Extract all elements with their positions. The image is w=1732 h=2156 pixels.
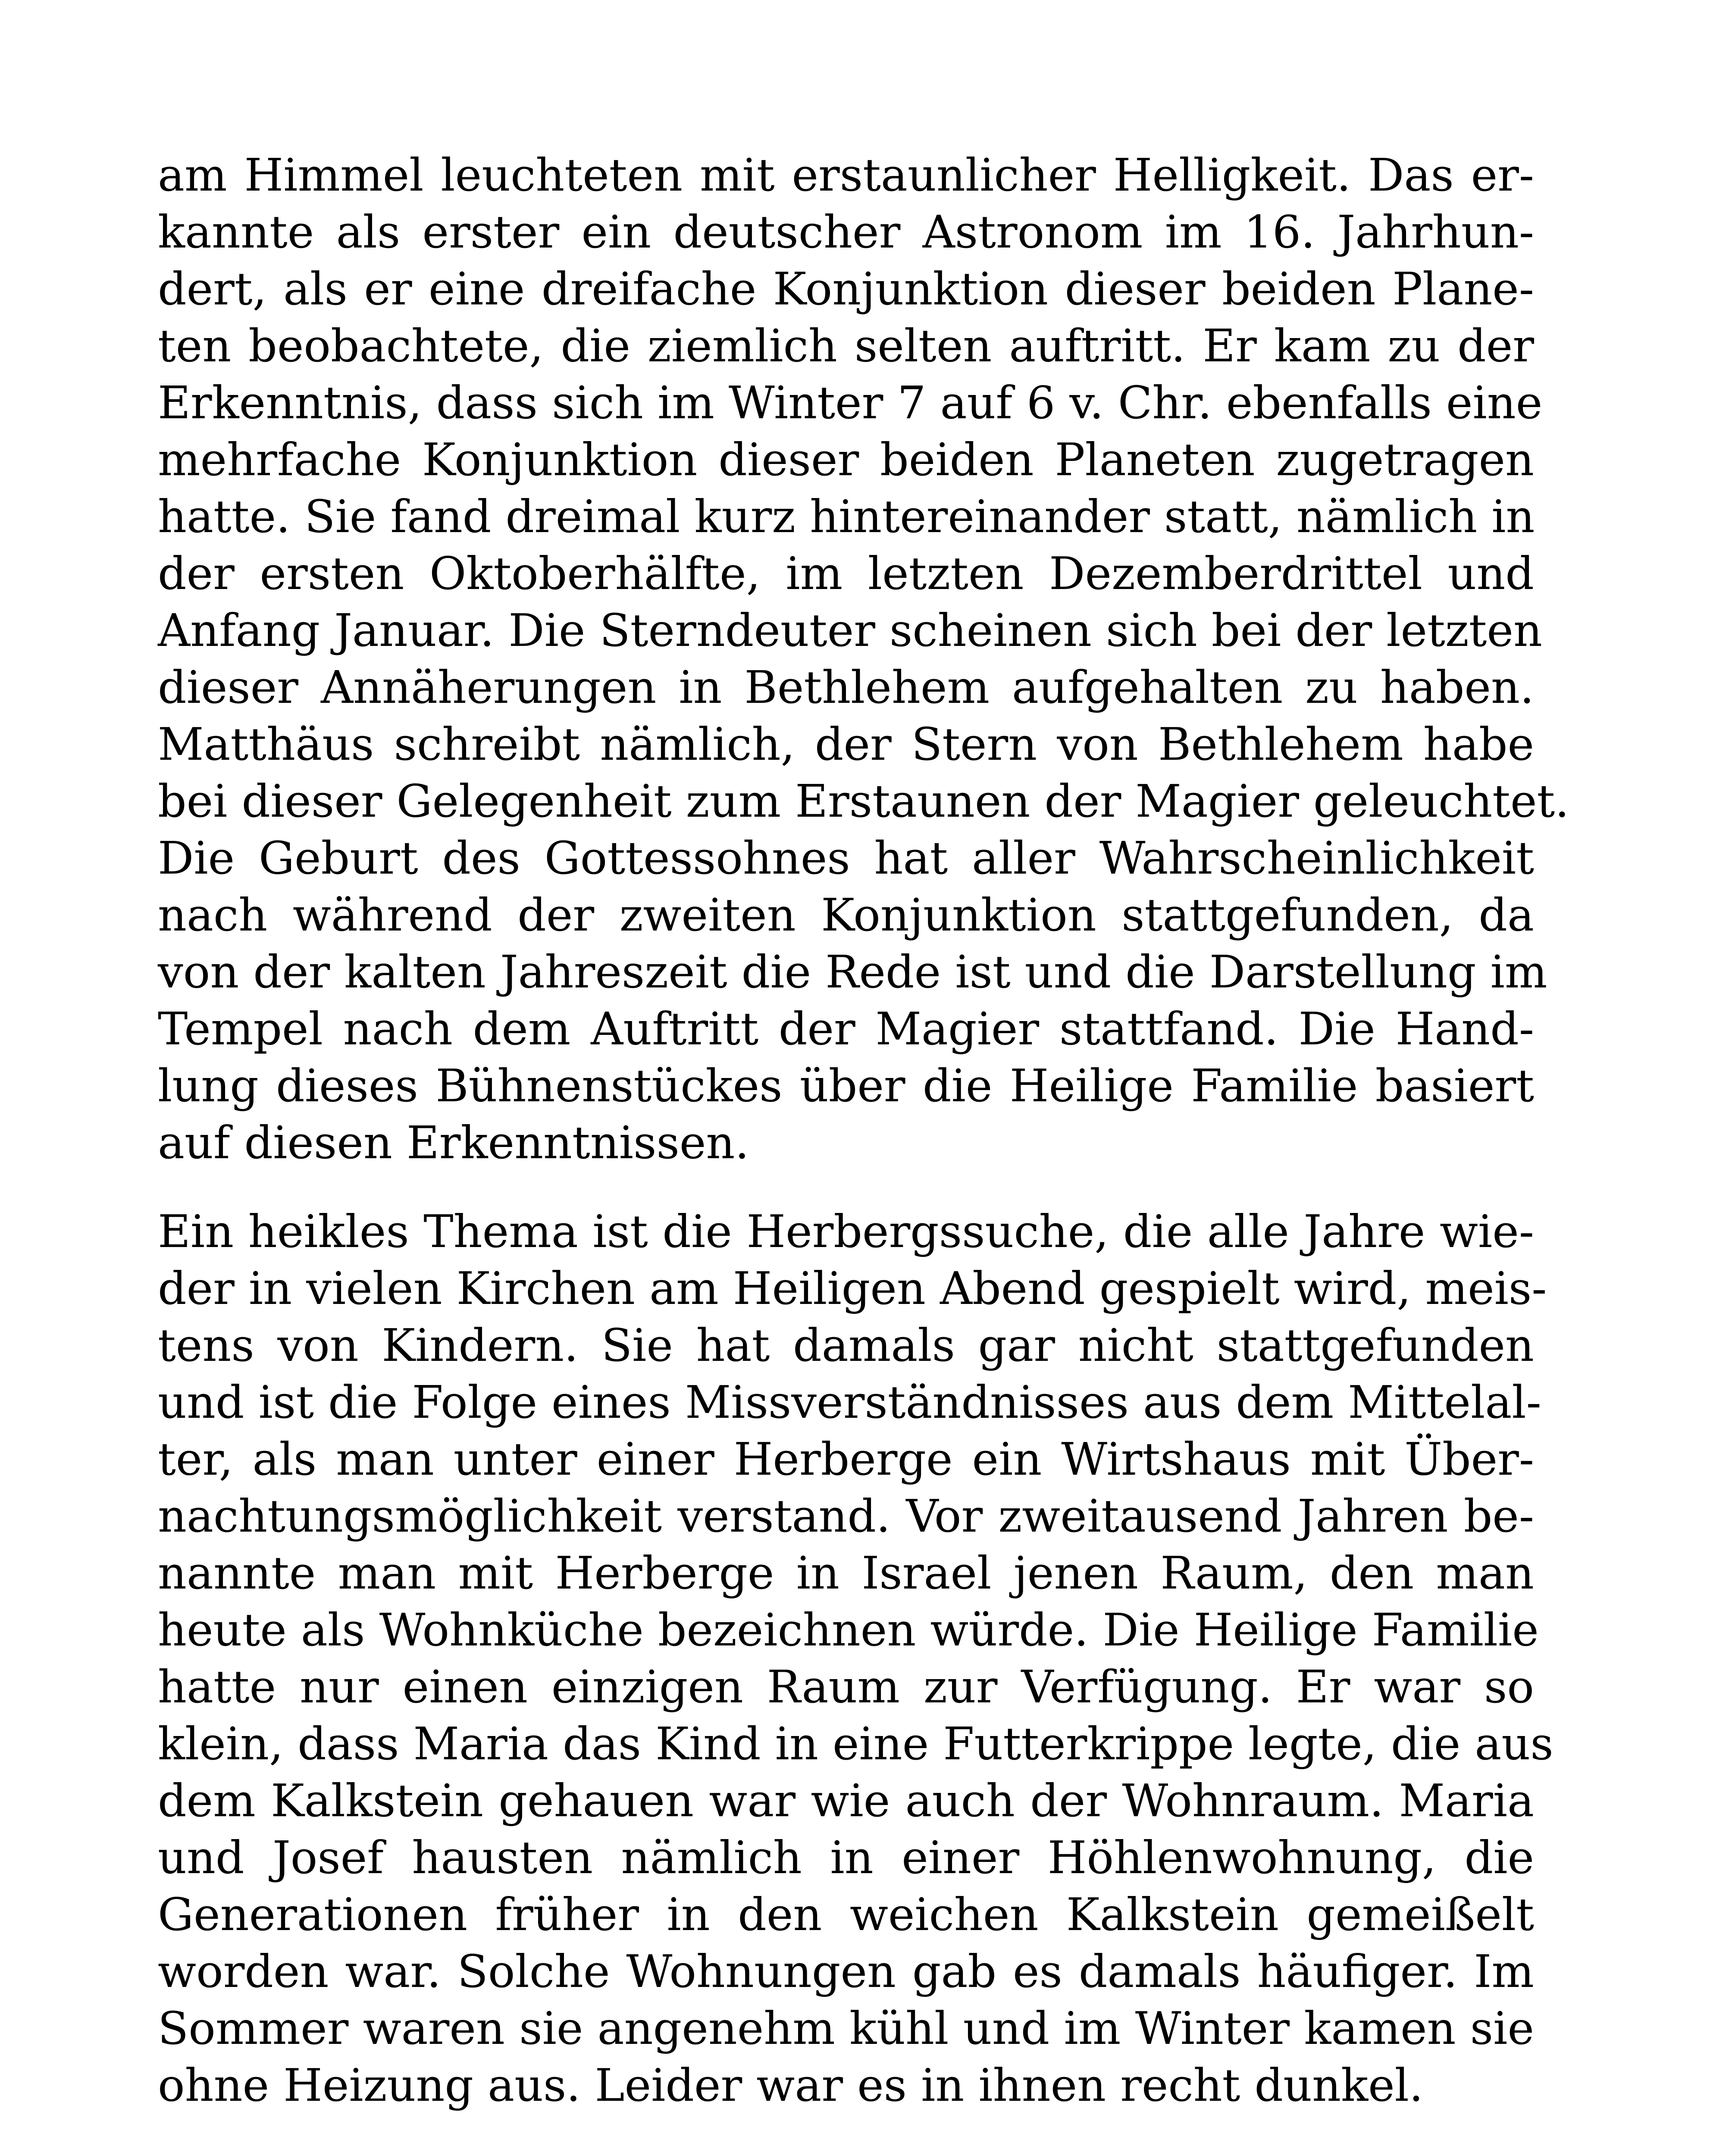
text-line: nachtungsmöglichkeit verstand. Vor zweitausend Jahren be- — [158, 1490, 1534, 1542]
text-line: der in vielen Kirchen am Heiligen Abend gespielt wird, meis- — [158, 1262, 1547, 1315]
text-line: heute als Wohnküche bezeichnen würde. Die Heilige Familie — [158, 1604, 1539, 1656]
text-line: Generationen früher in den weichen Kalkstein gemeißelt — [158, 1888, 1534, 1941]
text-line: auf diesen Erkenntnissen. — [158, 1116, 749, 1169]
text-line: und ist die Folge eines Missverständnisses aus dem Mittelal- — [158, 1376, 1541, 1429]
paragraph-2 — [158, 1203, 1553, 2114]
text-line: kannte als erster ein deutscher Astronom im 16. Jahrhun- — [158, 206, 1534, 258]
text-line: Anfang Januar. Die Sterndeuter scheinen sich bei der letzten — [158, 604, 1542, 657]
text-line: ohne Heizung aus. Leider war es in ihnen recht dunkel. — [158, 2059, 1423, 2112]
text-line: dert, als er eine dreifache Konjunktion dieser beiden Plane- — [158, 263, 1534, 315]
text-line: am Himmel leuchteten mit erstaunlicher Helligkeit. Das er- — [158, 149, 1534, 201]
text-line: und Josef hausten nämlich in einer Höhlenwohnung, die — [158, 1831, 1534, 1884]
text-line: hatte nur einen einzigen Raum zur Verfügung. Er war so — [158, 1661, 1534, 1713]
text-line: nannte man mit Herberge in Israel jenen Raum, den man — [158, 1547, 1534, 1599]
text-line: lung dieses Bühnenstückes über die Heilige Familie basiert — [158, 1059, 1534, 1112]
text-line: klein, dass Maria das Kind in eine Futterkrippe legte, die aus — [158, 1717, 1553, 1770]
text-line: bei dieser Gelegenheit zum Erstaunen der Magier geleuchtet. — [158, 775, 1569, 827]
text-line: Die Geburt des Gottessohnes hat aller Wahrscheinlichkeit — [158, 832, 1534, 884]
text-line: Matthäus schreibt nämlich, der Stern von Bethlehem habe — [158, 718, 1534, 771]
text-line: tens von Kindern. Sie hat damals gar nicht stattgefunden — [158, 1319, 1534, 1372]
text-line: der ersten Oktoberhälfte, im letzten Dezemberdrittel und — [158, 547, 1534, 600]
text-line: dem Kalkstein gehauen war wie auch der Wohnraum. Maria — [158, 1774, 1534, 1827]
text-line: ter, als man unter einer Herberge ein Wirtshaus mit Über- — [158, 1433, 1534, 1485]
text-line: worden war. Solche Wohnungen gab es damals häufiger. Im — [158, 1945, 1534, 1998]
text-line: von der kalten Jahreszeit die Rede ist und die Darstellung im — [158, 946, 1547, 998]
text-line: Sommer waren sie angenehm kühl und im Winter kamen sie — [158, 2002, 1534, 2055]
text-line: ten beobachtete, die ziemlich selten auftritt. Er kam zu der — [158, 320, 1534, 372]
text-line: Ein heikles Thema ist die Herbergssuche, die alle Jahre wie- — [158, 1205, 1534, 1258]
text-line: nach während der zweiten Konjunktion stattgefunden, da — [158, 889, 1534, 941]
text-line: Tempel nach dem Auftritt der Magier stattfand. Die Hand- — [158, 1003, 1534, 1055]
body-text — [158, 147, 1569, 2114]
text-line: mehrfache Konjunktion dieser beiden Planeten zugetragen — [158, 433, 1534, 486]
paragraph-1 — [158, 147, 1569, 1171]
text-line: Erkenntnis, dass sich im Winter 7 auf 6 v. Chr. ebenfalls eine — [158, 376, 1543, 429]
text-line: hatte. Sie fand dreimal kurz hintereinander statt, nämlich in — [158, 490, 1535, 543]
text-line: dieser Annäherungen in Bethlehem aufgehalten zu haben. — [158, 661, 1534, 714]
